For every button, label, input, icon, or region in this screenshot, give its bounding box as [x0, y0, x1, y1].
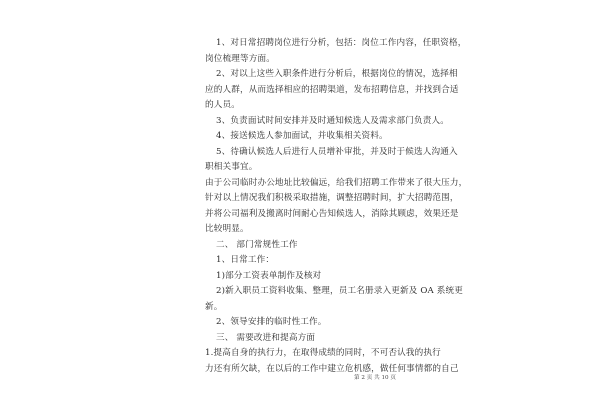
text-line: 1、日常工作： [216, 255, 275, 265]
text-line: 5、待确认候选人后进行人员增补审批，并及时于候选人沟通入 [216, 147, 458, 157]
text-line: 应的人群，从而选择相应的招聘渠道，发布招聘信息，并找到合适 [205, 85, 459, 95]
text-line: 针对以上情况我们积极采取措施，调整招聘时间，扩大招聘范围， [205, 193, 459, 203]
text-line: 2、领导安排的临时性工作。 [216, 317, 327, 327]
page-number: 第 2 页 共 10 页 [354, 375, 396, 381]
text-line: 2、对以上这些入职条件进行分析后，根据岗位的情况，选择相 [216, 69, 458, 79]
text-line: 职相关事宜。 [205, 162, 258, 172]
text-line: 力还有所欠缺，在以后的工作中建立危机感，做任何事情都的自己 [205, 364, 459, 374]
text-line: 并将公司福利及搬离时间耐心告知候选人，消除其顾虑，效果还是 [205, 209, 459, 219]
text-line: 比较明显。 [205, 224, 249, 234]
section-heading: 三、 需要改进和提高方面 [216, 333, 316, 343]
section-heading: 二、 部门常规性工作 [216, 240, 298, 250]
text-line: 2)新入职员工资料收集、整理，员工名册录入更新及 OA 系统更 [216, 286, 464, 296]
text-line: 由于公司临时办公地址比较偏远，给我们招聘工作带来了很大压力， [205, 178, 468, 188]
text-line: 的人员。 [205, 100, 240, 110]
text-line: 3、负责面试时间安排并及时通知候选人及需求部门负责人。 [216, 116, 449, 126]
text-line: 1、对日常招聘岗位进行分析，包括：岗位工作内容，任职资格， [216, 38, 467, 48]
text-line: 1)部分工资表单制作及核对 [216, 271, 322, 281]
text-line: 4、接送候选人参加面试，并收集相关资料。 [216, 131, 388, 141]
text-line: 岗位梳理等方面。 [205, 54, 275, 64]
text-line: 1.提高自身的执行力，在取得成绩的同时，不可否认我的执行 [205, 348, 441, 358]
text-line: 新。 [205, 302, 223, 312]
